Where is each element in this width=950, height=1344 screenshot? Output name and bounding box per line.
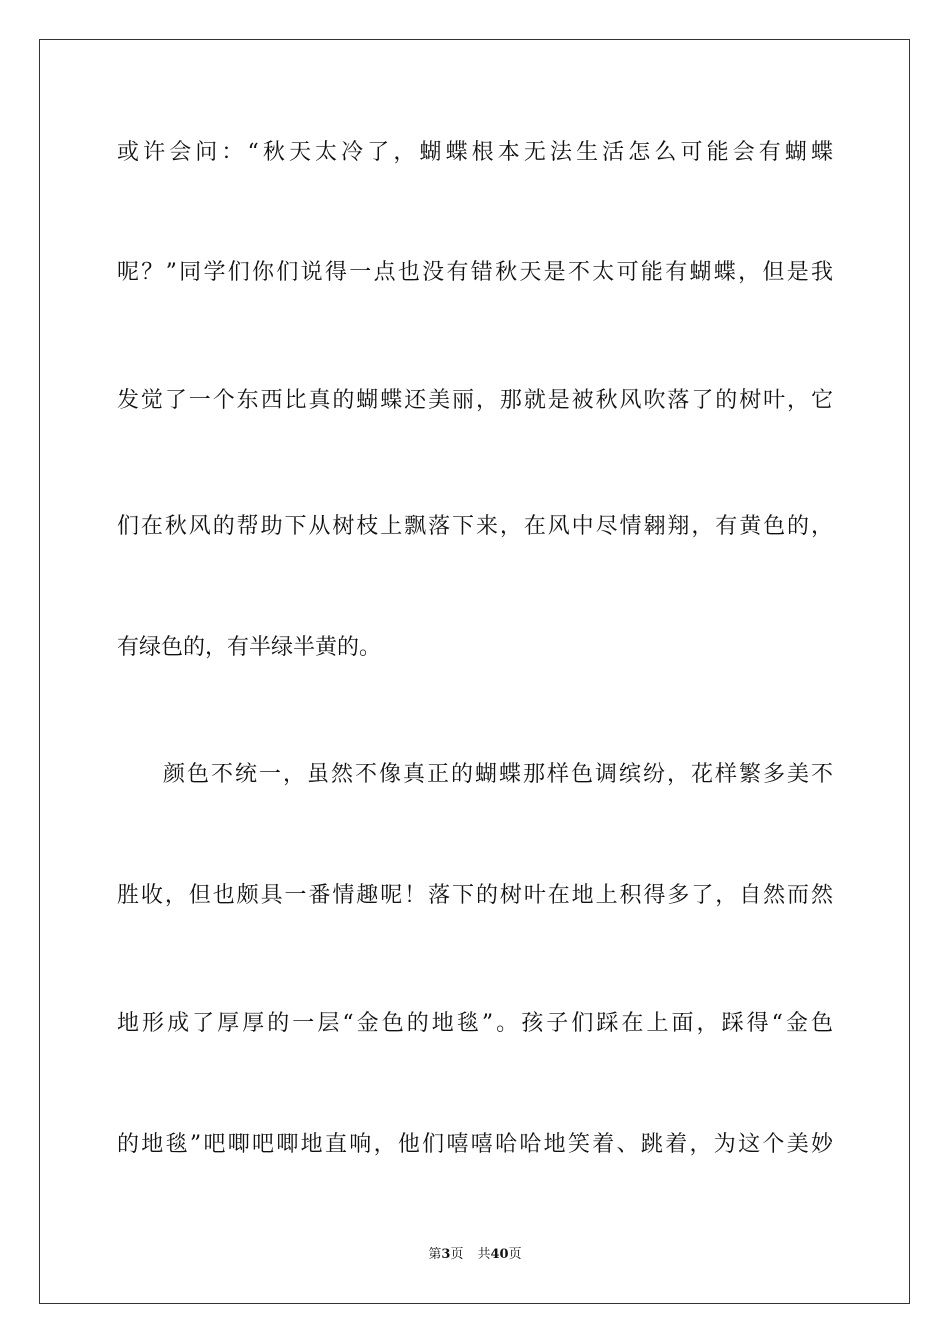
text-line-7: 胜收，但也颇具一番情趣呢！落下的树叶在地上积得多了，自然而然 — [117, 883, 833, 908]
text-line-4: 们在秋风的帮助下从树枝上飘落下来，在风中尽情翱翔，有黄色的， — [117, 514, 833, 539]
page-border — [39, 39, 910, 1304]
page-prefix: 第 — [428, 1247, 442, 1262]
text-line-1: 或许会问：“秋天太冷了，蝴蝶根本无法生活怎么可能会有蝴蝶 — [117, 140, 833, 165]
text-line-9: 的地毯”吧唧吧唧地直响，他们嘻嘻哈哈地笑着、跳着，为这个美妙 — [117, 1132, 833, 1157]
total-pages: 40 — [490, 1247, 509, 1262]
page-footer — [0, 1246, 950, 1264]
text-line-6: 颜色不统一，虽然不像真正的蝴蝶那样色调缤纷，花样繁多美不 — [163, 762, 833, 787]
total-prefix: 共 — [477, 1247, 491, 1262]
text-line-3: 发觉了一个东西比真的蝴蝶还美丽，那就是被秋风吹落了的树叶，它 — [117, 388, 833, 413]
text-line-8: 地形成了厚厚的一层“金色的地毯”。孩子们踩在上面，踩得“金色 — [117, 1011, 833, 1036]
page-suffix: 页 — [450, 1247, 464, 1262]
page-number: 3 — [441, 1247, 451, 1262]
total-suffix: 页 — [508, 1247, 522, 1262]
text-line-5: 有绿色的，有半绿半黄的。 — [117, 635, 382, 660]
text-line-2: 呢？”同学们你们说得一点也没有错秋天是不太可能有蝴蝶，但是我 — [117, 260, 833, 285]
